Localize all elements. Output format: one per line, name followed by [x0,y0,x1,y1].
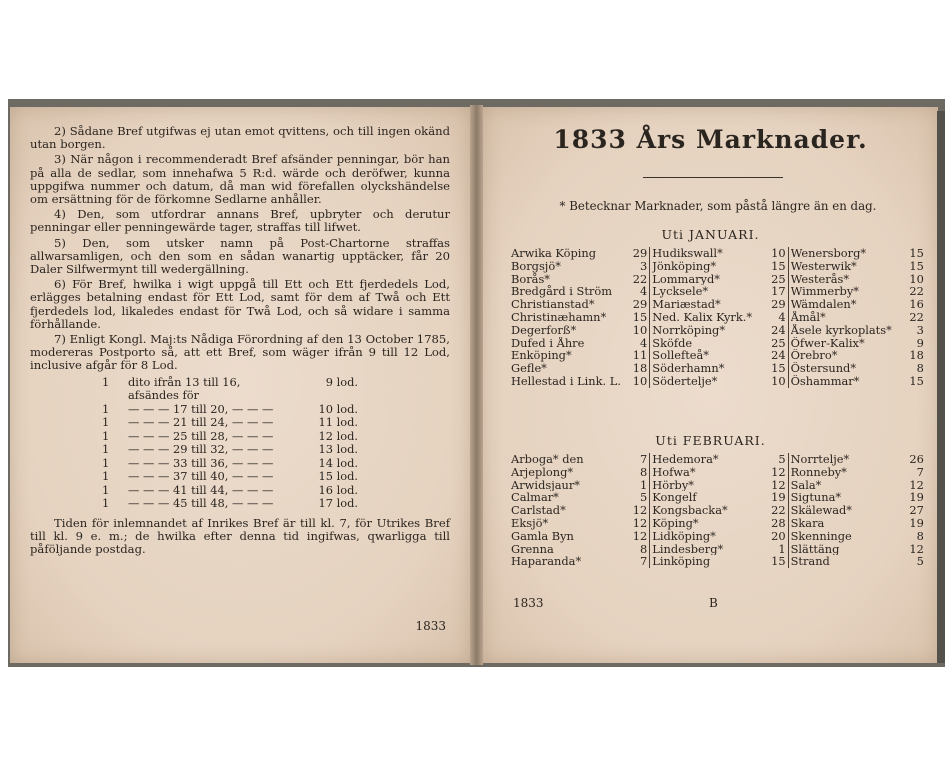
market-day: 12 [632,515,648,530]
market-town: Hellestad i Link. L. [511,374,621,388]
weight-row: 1 — — — 41 till 44, — — — 16 lod. [102,482,358,497]
market-entry [788,349,926,362]
market-row [511,324,926,337]
market-day: 18 [632,361,648,376]
market-day: 22 [909,309,924,324]
market-day: 29 [632,297,648,312]
market-town: Westerås* [790,272,850,286]
title-rule [643,177,783,178]
market-entry [788,466,926,479]
weight-row: 1 — — — 29 till 32, — — — 13 lod. [102,442,358,457]
february-markets-table [511,453,926,568]
market-entry [511,298,649,311]
market-town: Norrtelje* [790,453,850,466]
market-day: 12 [771,464,786,479]
market-town: Gefle* [511,362,547,375]
book-gutter [470,105,483,665]
right-page [483,107,938,663]
market-day: 5 [778,452,786,466]
market-row [511,543,926,556]
market-entry [649,311,787,324]
market-day: 28 [771,515,786,530]
market-entry [788,375,926,388]
rule-7: 7) Enligt Kongl. Maj:ts Nådiga Förordning af den 13 October 1785, modereras Postporto så, att ett Bref, som wäger ifrån 9 till 12 Lod, inclusive afgår för 8 Lod. [30,332,450,373]
market-entry [788,247,926,260]
market-town: Lindesberg* [652,542,724,556]
market-town: Eksjö* [511,516,549,530]
market-day: 25 [771,271,786,286]
market-entry [788,273,926,286]
market-town: Borgsjö* [511,259,561,273]
market-entry [511,517,649,530]
market-entry [511,504,649,517]
market-entry [511,491,649,504]
market-town: Öshammar* [790,374,860,388]
market-entry [788,479,926,492]
market-town: Strand [790,555,830,569]
market-town: Carlstad* [511,504,566,517]
market-town: Degerforß* [511,323,577,337]
market-entry [649,479,787,492]
market-town: Arboga* den [511,453,584,466]
market-town: Sigtuna* [790,491,842,505]
market-row [511,453,926,466]
market-entry [649,298,787,311]
market-day: 27 [909,503,924,518]
market-day: 12 [771,477,786,492]
market-town: Skenninge [790,529,852,543]
page-title: 1833 Års Marknader. [553,125,868,154]
market-town: Slättäng [790,542,840,556]
market-entry [788,337,926,350]
market-day: 9 [916,335,924,350]
rule-6: 6) För Bref, hwilka i wigt uppgå till Ett och Ett fjerdedels Lod, erlägges betalning endast för Ett Lod, samt för dem af Twå och Ett fjerdedels lod, likaledes endast för Twå Lod, och så widare i samma förhållande. [30,277,450,331]
market-entry [511,555,649,568]
market-town: Ronneby* [790,465,847,479]
market-entry [649,543,787,556]
market-town: Christinæhamn* [511,310,607,324]
market-town: Söderhamn* [652,362,725,375]
market-town: Haparanda* [511,555,582,569]
market-entry [788,555,926,568]
market-entry [511,285,649,298]
market-entry [649,349,787,362]
market-day: 29 [771,297,786,312]
market-day: 5 [916,554,924,569]
market-day: 10 [771,373,786,388]
market-day: 10 [909,271,924,286]
market-day: 15 [771,361,786,376]
market-town: Linköping [652,555,711,569]
market-day: 29 [632,246,648,260]
market-town: Lommaryd* [652,272,720,286]
market-day: 16 [909,297,924,312]
market-entry [788,311,926,324]
market-entry [788,517,926,530]
market-town: Östersund* [790,362,857,375]
market-day: 3 [640,258,648,273]
january-heading: Uti JANUARI. [661,227,760,242]
market-town: Åsele kyrkoplats* [790,323,892,337]
market-town: Kongelf [652,491,697,505]
market-town: Sköfde [652,336,693,350]
market-entry [649,517,787,530]
market-row [511,247,926,260]
market-day: 17 [771,284,786,299]
market-town: Lidköping* [652,529,716,543]
market-town: Arwika Köping [511,247,597,260]
left-page-footer: 1833 [415,619,446,633]
market-town: Westerwik* [790,259,857,273]
market-row [511,273,926,286]
market-day: 24 [771,322,786,337]
market-row [511,517,926,530]
market-town: Borås* [511,272,551,286]
market-row [511,555,926,568]
market-day: 4 [778,309,786,324]
market-town: Arwidsjaur* [511,478,581,492]
rule-2: 2) Sådane Bref utgifwas ej utan emot qvittens, och till ingen okänd utan borgen. [30,124,450,152]
market-town: Kongsbacka* [652,504,728,517]
market-row [511,260,926,273]
rule-5: 5) Den, som utsker namn på Post-Chartorne straffas allwarsamligen, och den som en sådan wanartig upptäcker, får 20 Daler Silfwermynt till wedergällning. [30,235,450,277]
market-entry [788,285,926,298]
market-entry [511,337,649,350]
market-entry [511,247,649,260]
market-day: 12 [909,477,924,492]
market-entry [511,543,649,556]
market-entry [511,311,649,324]
weight-row: 1 dito ifrån 13 till 16, afsändes för 9 lod. [102,374,358,403]
market-town: Åmål* [790,310,826,324]
market-row [511,375,926,388]
market-day: 20 [771,528,786,543]
market-day: 15 [909,246,924,260]
market-entry [649,247,787,260]
market-day: 8 [640,464,648,479]
market-row [511,479,926,492]
market-entry [788,530,926,543]
market-town: Hofwa* [652,465,696,479]
market-entry [649,273,787,286]
market-day: 15 [771,554,786,569]
market-town: Sollefteå* [652,349,710,363]
market-row [511,285,926,298]
market-row [511,491,926,504]
market-day: 19 [771,490,786,505]
page-edge [937,111,945,663]
market-day: 26 [909,452,924,466]
market-day: 3 [916,322,924,337]
market-town: Jönköping* [652,259,717,273]
market-row [511,504,926,517]
market-town: Hedemora* [652,453,719,466]
market-town: Enköping* [511,349,572,363]
rule-4: 4) Den, som utfordrar annans Bref, upbryter och derutur penningar eller penningewärde tager, straffas till lifwet. [30,207,450,235]
left-page [10,107,470,663]
market-town: Mariæstad* [652,298,721,311]
market-day: 12 [909,541,924,556]
market-town: Wenersborg* [790,247,867,260]
market-day: 7 [640,554,648,569]
market-day: 11 [632,348,648,363]
market-row [511,466,926,479]
rule-3: 3) När någon i recommenderadt Bref afsänder penningar, bör han på alla de sedlar, som innehafwa 5 R:d. wärde och deröfwer, kunna uppgifwa nummer och datum, då man wid förefallen olyckshändelse om ersättning för de förkomne Sedlarne anhåller. [30,152,450,207]
market-day: 1 [778,541,786,556]
market-day: 15 [909,258,924,273]
market-entry [511,453,649,466]
february-heading: Uti FEBRUARI. [655,433,766,448]
market-day: 1 [640,477,648,492]
market-entry [511,324,649,337]
market-town: Arjeplong* [511,465,574,479]
market-entry [649,466,787,479]
market-entry [649,375,787,388]
market-town: Wimmerby* [790,285,859,299]
market-day: 4 [640,284,648,299]
market-entry [511,375,649,388]
market-entry [511,362,649,375]
weight-row: 1 — — — 33 till 36, — — — 14 lod. [102,455,358,470]
weight-row: 1 — — — 21 till 24, — — — 11 lod. [102,415,358,430]
right-page-footer: 1833 [513,596,544,610]
market-entry [511,479,649,492]
weight-row: 1 — — — 25 till 28, — — — 12 lod. [102,428,358,443]
market-day: 15 [909,373,924,388]
market-entry [511,530,649,543]
market-day: 10 [771,246,786,260]
market-entry [649,362,787,375]
weight-row: 1 — — — 45 till 48, — — — 17 lod. [102,496,358,511]
market-day: 19 [909,515,924,530]
market-town: Norrköping* [652,323,726,337]
market-town: Grenna [511,542,554,556]
market-row [511,298,926,311]
weight-row: 1 — — — 17 till 20, — — — 10 lod. [102,401,358,416]
market-day: 22 [909,284,924,299]
market-entry [788,260,926,273]
market-entry [649,491,787,504]
market-town: Hudikswall* [652,247,723,260]
market-town: Wämdalen* [790,298,857,311]
market-town: Örebro* [790,349,838,363]
market-entry [511,349,649,362]
market-town: Öfwer-Kalix* [790,336,865,350]
market-row [511,311,926,324]
market-entry [511,466,649,479]
market-entry [788,504,926,517]
market-entry [649,324,787,337]
market-day: 5 [640,490,648,505]
market-day: 22 [632,271,648,286]
market-town: Bredgård i Ström [511,285,613,299]
weight-row: 1 — — — 37 till 40, — — — 15 lod. [102,469,358,484]
market-town: Södertelje* [652,374,718,388]
market-entry [788,362,926,375]
market-day: 8 [916,528,924,543]
market-town: Sala* [790,478,822,492]
posting-deadline-text: Tiden för inlemnandet af Inrikes Bref är till kl. 7, för Utrikes Bref till kl. 9 e. m.; de hwilka efter denna tid ingifwas, qwarligga till påföljande postdag. [30,515,450,557]
market-day: 12 [632,503,648,518]
market-town: Skara [790,516,825,530]
market-town: Lycksele* [652,285,709,299]
market-day: 22 [771,503,786,518]
market-town: Gamla Byn [511,529,574,543]
market-town: Skälewad* [790,504,853,517]
market-town: Dufed i Åhre [511,336,585,350]
market-day: 7 [640,452,648,466]
signature-mark: B [709,596,718,610]
market-row [511,337,926,350]
january-markets-table [511,247,926,388]
market-row [511,530,926,543]
market-entry [649,285,787,298]
market-town: Ned. Kalix Kyrk.* [652,310,753,324]
market-day: 10 [632,373,648,388]
market-day: 24 [771,348,786,363]
market-entry [788,298,926,311]
weight-table [102,376,450,511]
market-town: Hörby* [652,478,694,492]
market-town: Köping* [652,516,699,530]
market-town: Calmar* [511,491,559,505]
market-entry [649,555,787,568]
market-day: 25 [771,335,786,350]
market-day: 7 [916,464,924,479]
market-row [511,349,926,362]
market-day: 19 [909,490,924,505]
market-entry [649,260,787,273]
market-entry [788,324,926,337]
market-entry [649,337,787,350]
market-day: 10 [632,322,648,337]
market-entry [649,530,787,543]
open-booklet [8,99,945,667]
market-entry [511,273,649,286]
market-day: 15 [632,309,648,324]
market-entry [649,453,787,466]
market-day: 8 [916,361,924,376]
postal-rules-text [30,125,450,558]
market-day: 12 [632,528,648,543]
market-entry [788,491,926,504]
market-day: 4 [640,335,648,350]
market-entry [511,260,649,273]
market-day: 18 [909,348,924,363]
market-entry [788,543,926,556]
market-day: 15 [771,258,786,273]
market-entry [649,504,787,517]
market-row [511,362,926,375]
market-day: 8 [640,541,648,556]
market-entry [788,453,926,466]
asterisk-note: * Betecknar Marknader, som påstå längre än en dag. [559,199,877,213]
market-town: Christianstad* [511,298,595,311]
